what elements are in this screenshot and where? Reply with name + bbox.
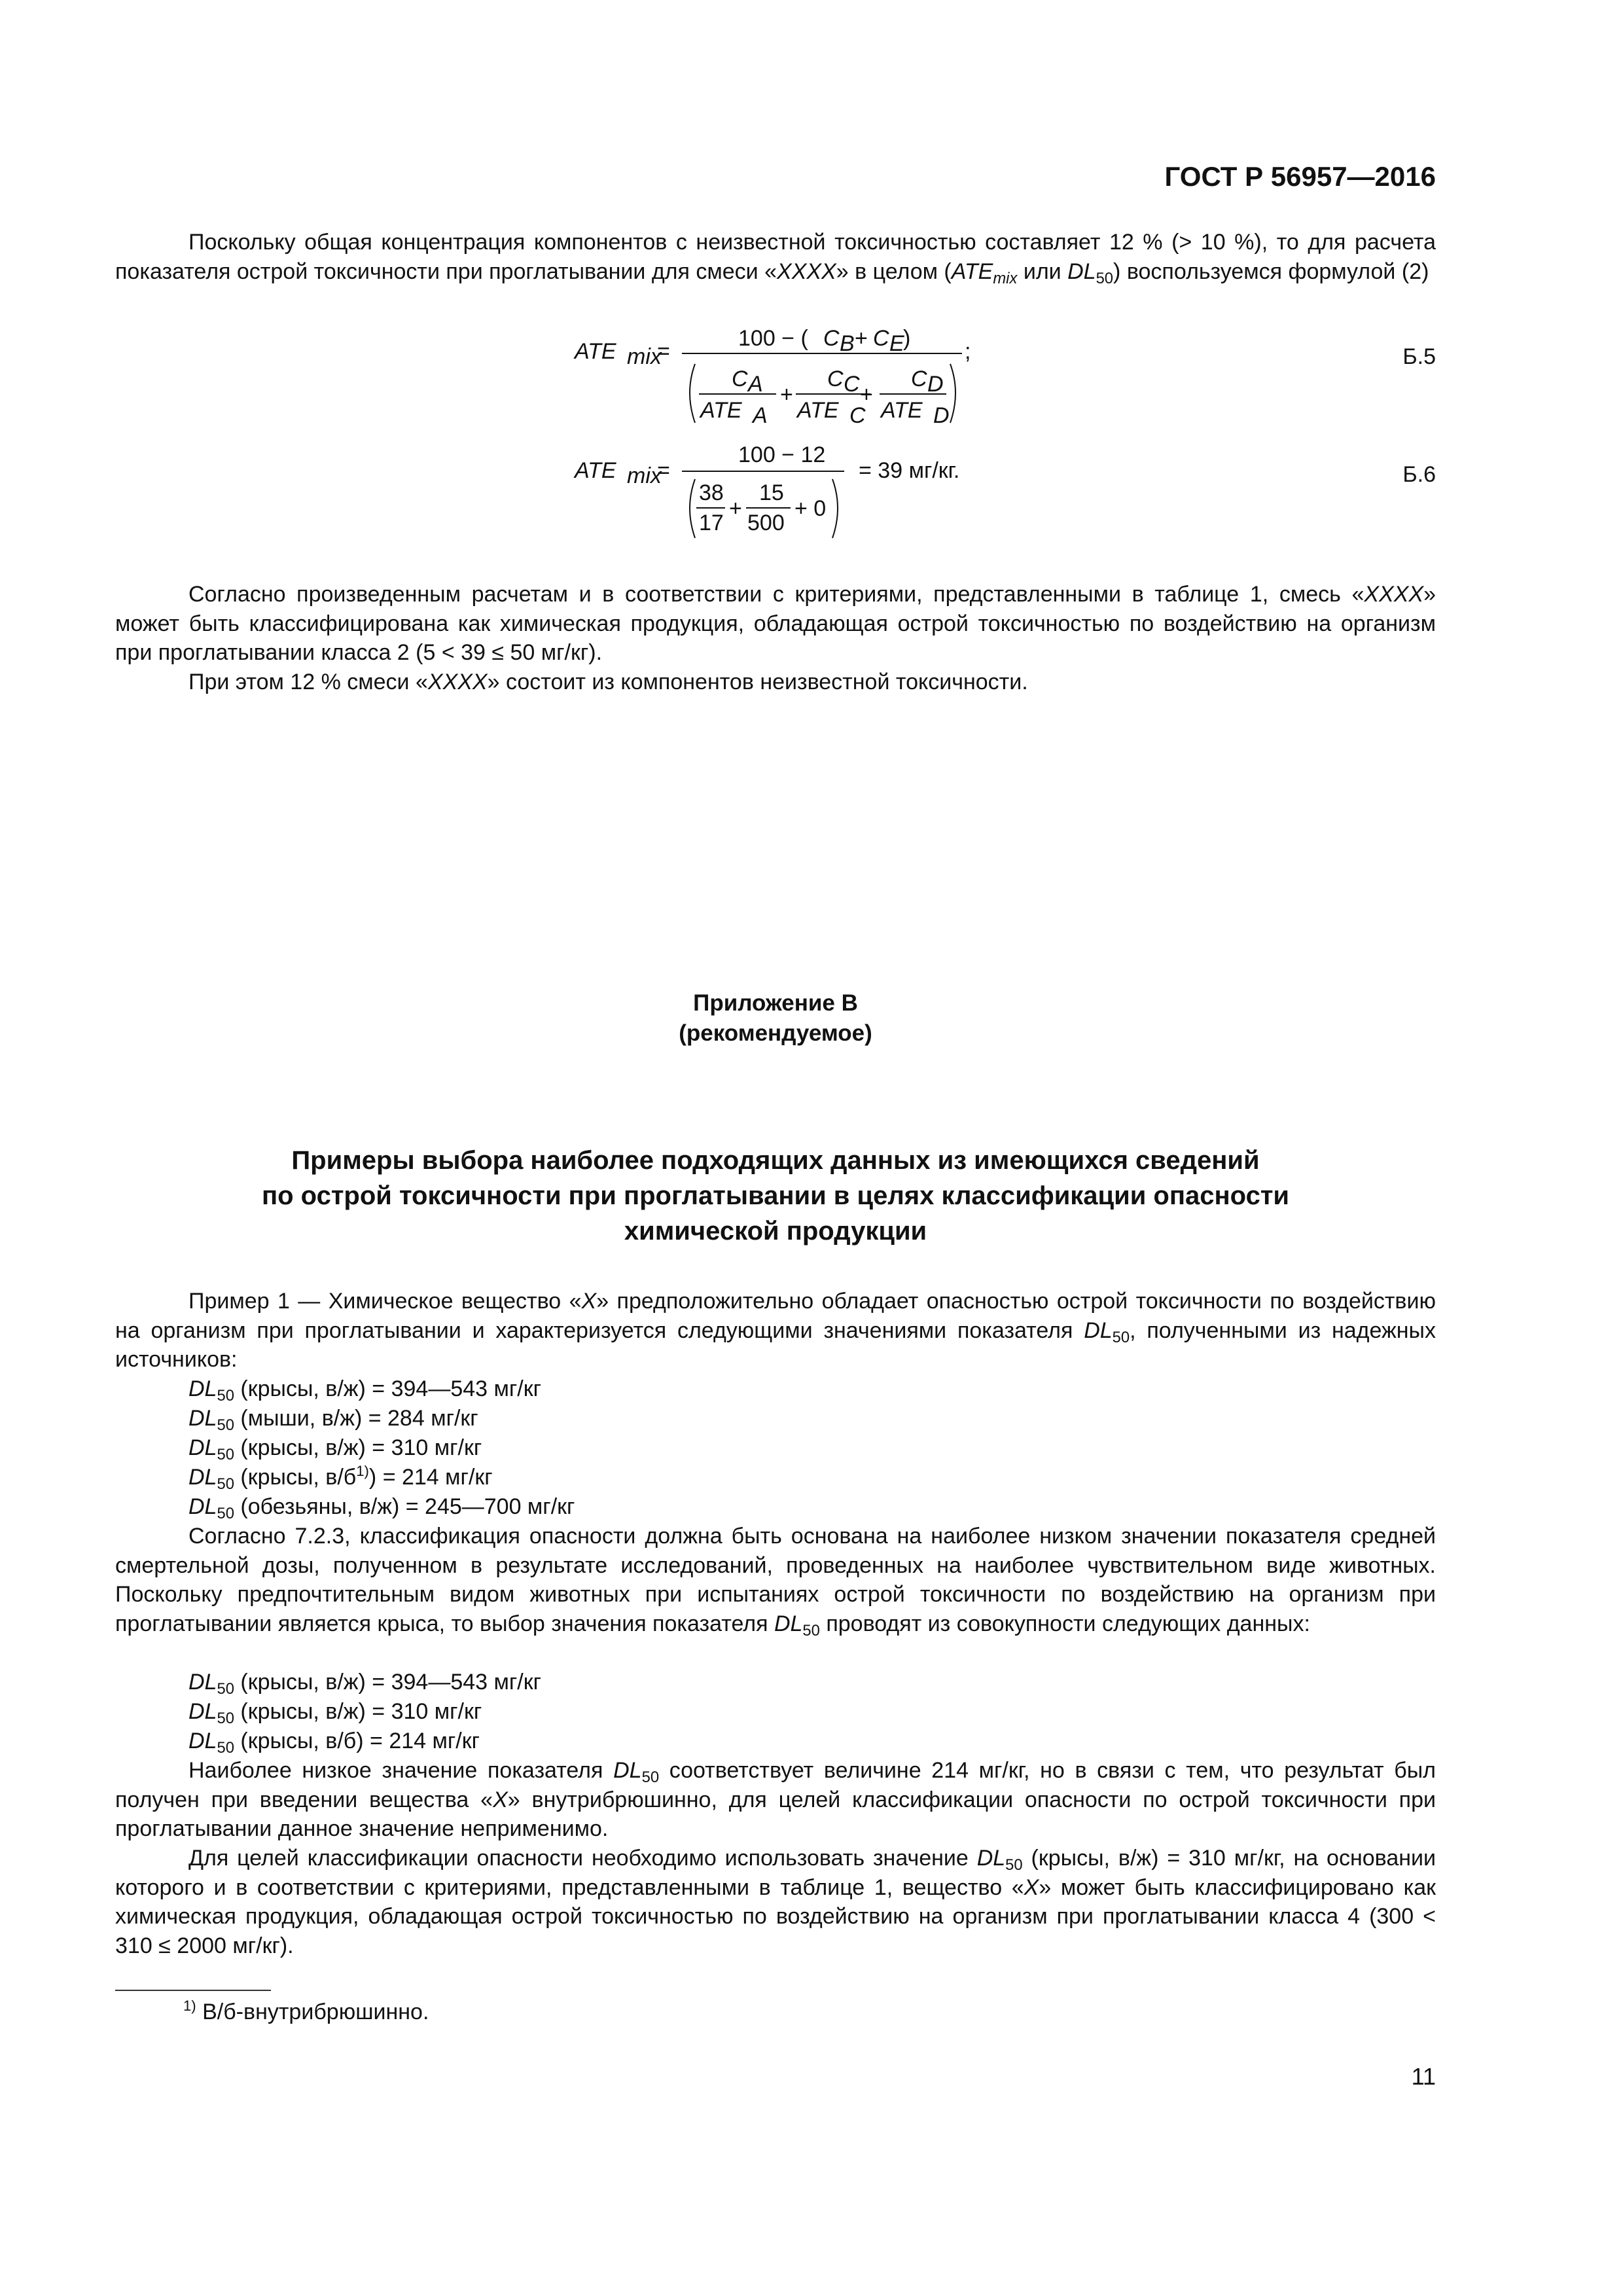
annex-title-line-1: Примеры выбора наиболее подходящих данных из имеющихся сведений xyxy=(291,1146,1260,1175)
b6-result: = 39 мг/кг. xyxy=(859,458,960,483)
svg-text:C: C xyxy=(823,326,840,351)
svg-text:C: C xyxy=(732,367,748,391)
annex-status: (рекомендуемое) xyxy=(679,1020,872,1046)
svg-text:17: 17 xyxy=(699,511,724,535)
svg-text:C: C xyxy=(844,372,860,397)
svg-text:38: 38 xyxy=(699,480,724,505)
annex-label: Приложение В xyxy=(693,990,858,1016)
lhs-ate: ATE xyxy=(575,339,616,364)
lhs-mix: mix xyxy=(627,344,662,369)
list-item: $DL_{50}$ (крысы, в/б) = 214 мг/кг xyxy=(188,1729,480,1757)
list-item: $DL_{50}$ (крысы, в/ж) = 394—543 мг/кг xyxy=(188,1376,541,1405)
b5-numerator: 100 − ( xyxy=(738,326,808,351)
list-item: $DL_{50}$ (крысы, $в/б^{1)}) = 214$ мг/кг xyxy=(188,1462,493,1494)
paragraph-example-1: Пример 1 — Химическое вещество «X» предположительно обладает опасностью острой токсичности по воздействию на организм при проглатывании и характеризуется следующими значениями показателя $DL_{50}$, полученными из надежных источников: xyxy=(115,1289,1436,1372)
paragraph-intro: Поскольку общая концентрация компонентов с неизвестной токсичностью составляет 12 % (> 10 %), то для расчета показателя острой токсичности при проглатывании для смеси «XXXX» в целом ($ATE_{mix}$ или $DL_{50}$) воспользуемся формулой (2) xyxy=(115,230,1436,287)
paragraph-conclusion: Для целей классификации опасности необходимо использовать значение $DL_{50}$ (крысы, в/ж) = 310 мг/кг, на основании которого и в соответствии с критериями, представленными в таблице 1, вещество «X» может быть классифицировано как химическая продукция, обладающая острой токсичностью по воздействию на организм при проглатывании класса 4 (300 < 310 ≤ 2000 мг/кг). xyxy=(115,1846,1436,1958)
list-item: $DL_{50}$ (крысы, в/ж) = 310 мг/кг xyxy=(188,1435,482,1464)
svg-text:A: A xyxy=(753,403,768,428)
page-number: 11 xyxy=(1411,2063,1436,2090)
svg-text:ATE: ATE xyxy=(575,458,616,483)
svg-text:15: 15 xyxy=(759,480,784,505)
formula-svg xyxy=(0,0,1623,563)
lhs-eq: = xyxy=(657,339,670,364)
svg-text:ATE: ATE xyxy=(797,398,839,423)
formula-b5 xyxy=(573,326,971,428)
svg-text:C: C xyxy=(911,367,927,391)
svg-text:D: D xyxy=(927,372,944,397)
footnote-ref: 1) xyxy=(356,1462,369,1479)
svg-text:+: + xyxy=(729,496,742,521)
svg-text:500: 500 xyxy=(747,511,785,535)
svg-text:=: = xyxy=(657,458,670,483)
equation-number-b5: Б.5 xyxy=(1402,344,1436,369)
svg-text:C: C xyxy=(849,403,866,428)
document-header: ГОСТ Р 56957—2016 xyxy=(1164,161,1436,192)
svg-text:+: + xyxy=(780,382,793,407)
svg-text:+: + xyxy=(855,326,868,351)
paragraph-unknown-share: При этом 12 % смеси «XXXX» состоит из компонентов неизвестной токсичности. xyxy=(188,670,1028,694)
svg-text:E: E xyxy=(889,331,904,356)
footnote-separator xyxy=(115,1990,271,1991)
svg-text:A: A xyxy=(748,372,763,397)
list-item: $DL_{50}$ (мыши, в/ж) = 284 мг/кг xyxy=(188,1406,478,1435)
svg-text:C: C xyxy=(827,367,844,391)
svg-text:): ) xyxy=(903,326,911,351)
list-item: $DL_{50}$ (обезьяны, в/ж) = 245—700 мг/кг xyxy=(188,1494,575,1523)
paragraph-selection-rule: Согласно 7.2.3, классификация опасности должна быть основана на наиболее низком значении показателя средней смертельной дозы, полученном в результате исследований, проведенных на наиболее чувствительном виде животных. Поскольку предпочтительным видом животных при испытаниях острой токсичности по воздействию на организм при проглатывании является крыса, то выбор значения показателя $DL_{50}$ проводят из совокупности следующих данных: xyxy=(115,1524,1436,1640)
svg-text:mix: mix xyxy=(627,463,662,488)
b5-right-paren xyxy=(950,364,955,423)
list-item: $DL_{50}$ (крысы, в/ж) = 394—543 мг/кг xyxy=(188,1670,541,1698)
paragraph-lowest-value: Наиболее низкое значение показателя $DL_{50}$ соответствует величине 214 мг/кг, но в связи с тем, что результат был получен при введении вещества «X» внутрибрюшинно, для целей классификации опасности по острой токсичности при проглатывании данное значение неприменимо. xyxy=(115,1758,1436,1841)
svg-text:B: B xyxy=(840,331,855,356)
svg-text:;: ; xyxy=(965,339,971,364)
paragraph-classification: Согласно произведенным расчетам и в соответствии с критериями, представленными в таблице 1, смесь «XXXX» может быть классифицирована как химическая продукция, обладающая острой токсичностью по воздействию на организм при проглатывании класса 2 (5 < 39 ≤ 50 мг/кг). xyxy=(115,582,1436,665)
footnote: $^{1)}$ В/б-внутрибрюшинно. xyxy=(183,1997,429,2024)
list-item: $DL_{50}$ (крысы, в/ж) = 310 мг/кг xyxy=(188,1699,482,1728)
svg-text:ATE: ATE xyxy=(700,398,742,423)
formula-b6 xyxy=(573,442,959,538)
svg-text:C: C xyxy=(873,326,889,351)
b5-left-paren xyxy=(690,364,695,423)
annex-title-line-3: химической продукции xyxy=(624,1217,927,1246)
svg-text:ATE: ATE xyxy=(881,398,923,423)
svg-text:+ 0: + 0 xyxy=(794,496,827,521)
annex-title-line-2: по острой токсичности при проглатывании в целях классификации опасности xyxy=(261,1181,1290,1210)
equation-number-b6: Б.6 xyxy=(1402,462,1436,487)
b6-numerator: 100 − 12 xyxy=(738,442,826,467)
svg-text:D: D xyxy=(933,403,950,428)
svg-text:+: + xyxy=(860,382,873,407)
